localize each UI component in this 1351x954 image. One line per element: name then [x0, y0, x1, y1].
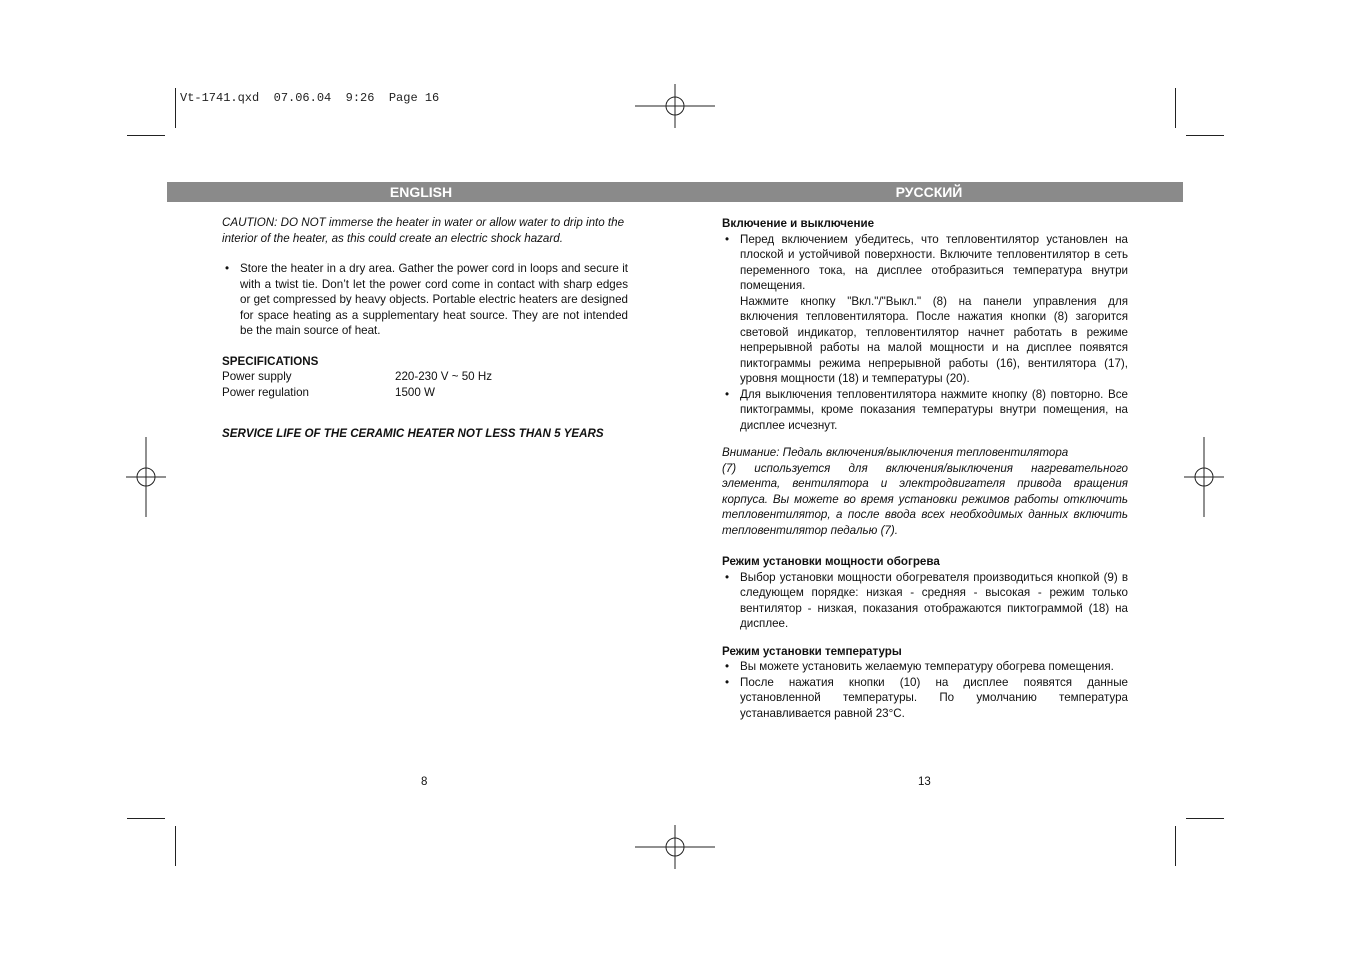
crop-mark [175, 826, 176, 866]
bullet-text: Для выключения тепловентилятора нажмите кнопку (8) повторно. Все пиктограммы, кроме показания температуры внутри помещения, на дисплее исчезнут. [740, 387, 1128, 432]
caution-text: CAUTION: DO NOT immerse the heater in water or allow water to drip into the interior of the heater, as this could create an electric shock hazard. [222, 216, 625, 245]
bullet-text: Перед включением убедитесь, что тепловентилятор установлен на плоской и устойчивой поверхности. Включите тепловентилятор в сеть переменного тока, на дисплее отобразиться температура внутри помещения. [740, 232, 1128, 292]
list-item [222, 261, 628, 339]
list-item [722, 232, 1128, 294]
bullet-text: После нажатия кнопки (10) на дисплее появятся данные установленной температуры. По умолчанию температура устанавливается равной 23°С. [740, 675, 1128, 720]
section-title: Включение и выключение [722, 217, 875, 230]
attention-text: (7) используется для включения/выключения нагревательного элемента, вентилятора и электродвигателя привода вращения корпуса. Вы можете во время установки режимов работы отключить тепловентилятор, а после ввода всех необходимых данных включить тепловентилятор педалью (7). [722, 461, 1128, 537]
crop-mark [127, 135, 165, 136]
bullet-icon: • [225, 262, 230, 275]
header-english [167, 182, 675, 202]
russian-column [722, 216, 1128, 721]
bullet-continuation: Нажмите кнопку "Вкл."/"Выкл." (8) на панели управления для включения тепловентилятора. После нажатия кнопки (8) загорится световой индикатор, тепловентилятор начнет работать в режиме непрерывной работы на малой мощности и на дисплее появятся пиктограммы режима непрерывной работы (16), вентилятора (17), уровня мощности (18) и температуры (20). [740, 294, 1128, 385]
registration-mark-bottom [635, 807, 715, 887]
bullet-text: Выбор установки мощности обогревателя производиться кнопкой (9) в следующем порядке: низкая - средняя - высокая - режим только вентилятор - низкая, показания отображаются пиктограммой (18) на дисплее. [740, 570, 1128, 630]
list-item [722, 570, 1128, 632]
crop-mark [175, 88, 176, 128]
specs-title: SPECIFICATIONS [222, 354, 319, 368]
spec-label: Power regulation [222, 385, 310, 399]
registration-mark-right [1164, 437, 1244, 517]
list-item [722, 659, 1128, 675]
section-title: Режим установки мощности обогрева [722, 555, 940, 568]
spec-label: Power supply [222, 370, 292, 383]
spec-row [222, 385, 628, 401]
header-russian [675, 182, 1183, 202]
spec-row [222, 369, 628, 385]
header-english-label: ENGLISH [389, 184, 453, 200]
crop-mark [1175, 826, 1176, 866]
attention-line: Внимание: Педаль включения/выключения тепловентилятора [722, 446, 1069, 459]
spec-value: 220-230 V ~ 50 Hz [395, 370, 493, 383]
registration-mark-left [106, 437, 186, 517]
registration-mark-top [635, 66, 715, 146]
bullet-icon: • [725, 570, 730, 584]
english-column [222, 215, 628, 442]
bullet-icon: • [725, 660, 730, 673]
bullet-icon: • [725, 387, 730, 401]
print-slug: Vt-1741.qxd 07.06.04 9:26 Page 16 [180, 91, 440, 105]
crop-mark [127, 818, 165, 819]
page-number-left: 8 [421, 776, 428, 788]
list-item [722, 387, 1128, 434]
bullet-icon: • [725, 232, 730, 246]
page-number-right: 13 [918, 776, 931, 788]
crop-mark [1186, 135, 1224, 136]
spec-value: 1500 W [395, 385, 435, 399]
header-russian-label: РУССКИЙ [895, 184, 963, 200]
bullet-text: Вы можете установить желаемую температуру обогрева помещения. [740, 660, 1114, 673]
section-title: Режим установки температуры [722, 644, 902, 658]
crop-mark [1175, 88, 1176, 128]
list-item [722, 675, 1128, 722]
crop-mark [1186, 818, 1224, 819]
bullet-icon: • [725, 675, 730, 689]
service-life-note: SERVICE LIFE OF THE CERAMIC HEATER NOT LESS THAN 5 YEARS [222, 427, 604, 440]
bullet-text: Store the heater in a dry area. Gather the power cord in loops and secure it with a twist tie. Don’t let the power cord come in contact with sharp edges or get compressed by heavy objects. Portable electric heaters are designed for space heating as a supplementary heat source. They are not intended be the main source of heat. [240, 262, 628, 337]
